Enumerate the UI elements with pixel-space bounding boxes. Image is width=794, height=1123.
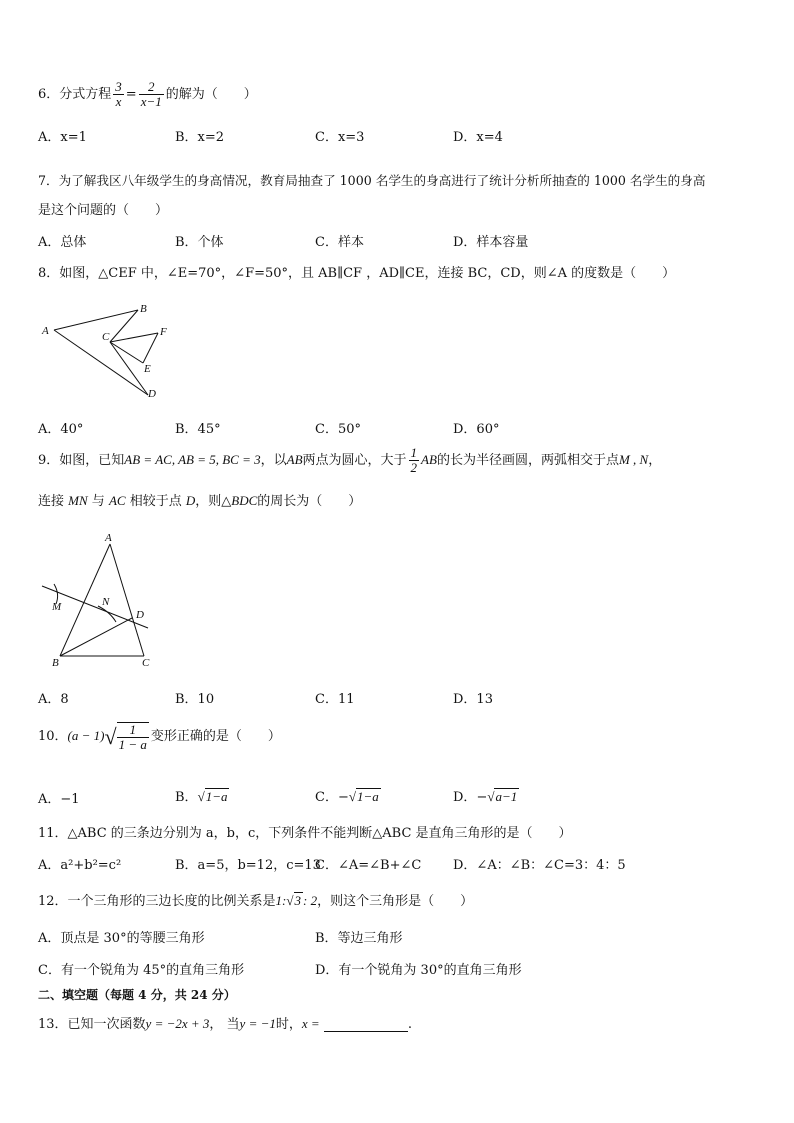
section-2-title: 二、填空题（每题 4 分，共 24 分） (38, 988, 236, 1002)
q11-option-b[interactable]: B．a=5，b=12，c=13 (175, 858, 321, 873)
q9-label-n: N (102, 596, 110, 608)
q11-option-a[interactable]: A．a²+b²=c² (38, 858, 122, 873)
question-13: 13．已知一次函数y = −2x + 3， 当y = −1时，x = . (38, 1016, 412, 1032)
q9-line-1: 9．如图，已知AB = AC, AB = 5, BC = 3，以AB两点为圆心，大于 $\frac{1}{2}$ AB的长为半径画圆，两弧相交于点M , N， (38, 445, 662, 475)
q6-option-b[interactable]: B．x=2 (175, 130, 225, 145)
q11-text: 11．△ABC 的三条边分别为 a，b，c，下列条件不能判断△ABC 是直角三角形的是（ ） (38, 826, 572, 841)
q11-option-d[interactable]: D．∠A：∠B：∠C=3：4：5 (453, 858, 626, 873)
q6-option-c[interactable]: C．x=3 (315, 130, 365, 145)
q6-prefix: 6．分式方程 (38, 87, 112, 102)
q10-sqrt: √ $\frac{1}{1 - a}$ (104, 722, 147, 752)
q6-suffix: 的解为（ ） (165, 87, 257, 102)
q7-option-b[interactable]: B．个体 (175, 235, 224, 250)
q9-label-a: A (105, 532, 112, 544)
q8-label-d: D (148, 388, 156, 400)
q10-option-b[interactable]: B．√1−a (175, 789, 228, 805)
q7-option-c[interactable]: C．样本 (315, 235, 364, 250)
q8-figure (38, 298, 178, 403)
q12-option-a[interactable]: A．顶点是 30°的等腰三角形 (38, 931, 205, 946)
q8-option-a[interactable]: A．40° (38, 422, 84, 437)
q9-label-b: B (52, 657, 59, 669)
q6-option-d[interactable]: D．x=4 (453, 130, 503, 145)
q8-option-b[interactable]: B．45° (175, 422, 221, 437)
q13-function: y = −2x + 3 (145, 1016, 210, 1031)
q9-option-b[interactable]: B．10 (175, 692, 215, 707)
q8-label-a: A (42, 325, 49, 337)
q9-option-c[interactable]: C．11 (315, 692, 355, 707)
q8-label-c: C (102, 331, 110, 343)
q11-option-c[interactable]: C．∠A=∠B+∠C (315, 858, 422, 873)
q13-answer-blank[interactable] (324, 1019, 408, 1032)
q7-line-1: 7．为了解我区八年级学生的身高情况，教育局抽查了 1000 名学生的身高进行了统计分析所抽查的 1000 名学生的身高 (38, 173, 706, 188)
q7-line-2: 是这个问题的（ ） (38, 203, 169, 218)
q9-line-2: 连接 MN 与 AC 相较于点 D，则△BDC的周长为（ ） (38, 493, 362, 509)
q9-label-c: C (142, 657, 150, 669)
q9-condition: AB = AC, AB = 5, BC = 3 (124, 452, 261, 467)
q8-label-b: B (140, 303, 147, 315)
q12-option-d[interactable]: D．有一个锐角为 30°的直角三角形 (315, 963, 522, 978)
q10-option-d[interactable]: D．−√a−1 (453, 789, 518, 805)
q10-option-c[interactable]: C．−√1−a (315, 789, 379, 805)
q8-option-d[interactable]: D．60° (453, 422, 500, 437)
q9-option-d[interactable]: D．13 (453, 692, 493, 707)
q12-option-b[interactable]: B．等边三角形 (315, 931, 403, 946)
q10-factor: (a − 1) (67, 727, 105, 743)
q9-option-a[interactable]: A．8 (38, 692, 69, 707)
question-6 (38, 80, 257, 109)
q8-label-e: E (144, 363, 151, 375)
q7-option-a[interactable]: A．总体 (38, 235, 87, 250)
q9-figure (38, 528, 163, 673)
q7-option-d[interactable]: D．样本容量 (453, 235, 529, 250)
q12-sqrt: √3 (286, 893, 302, 908)
q9-label-m: M (52, 601, 62, 613)
q8-option-c[interactable]: C．50° (315, 422, 361, 437)
q6-equals: = (125, 87, 137, 102)
q6-fraction-1: $\frac{3}{x}$ (115, 79, 122, 109)
question-10: 10．(a − 1)√ $\frac{1}{1 - a}$ 变形正确的是（ ） (38, 722, 281, 752)
q6-option-a[interactable]: A．x=1 (38, 130, 87, 145)
q6-fraction-2: $\frac{2}{x-1}$ (140, 79, 162, 109)
q9-half-fraction: $\frac{1}{2}$ (410, 445, 418, 475)
q8-text: 8．如图，△CEF 中，∠E=70°，∠F=50°，且 AB∥CF ，AD∥CE，连接 BC，CD，则∠A 的度数是（ ） (38, 266, 676, 281)
q9-label-d: D (136, 609, 144, 621)
q12-option-c[interactable]: C．有一个锐角为 45°的直角三角形 (38, 963, 245, 978)
q10-option-a[interactable]: A．−1 (38, 792, 80, 807)
q8-label-f: F (160, 326, 167, 338)
question-12: 12．一个三角形的三边长度的比例关系是1:√3 : 2，则这个三角形是（ ） (38, 893, 474, 909)
